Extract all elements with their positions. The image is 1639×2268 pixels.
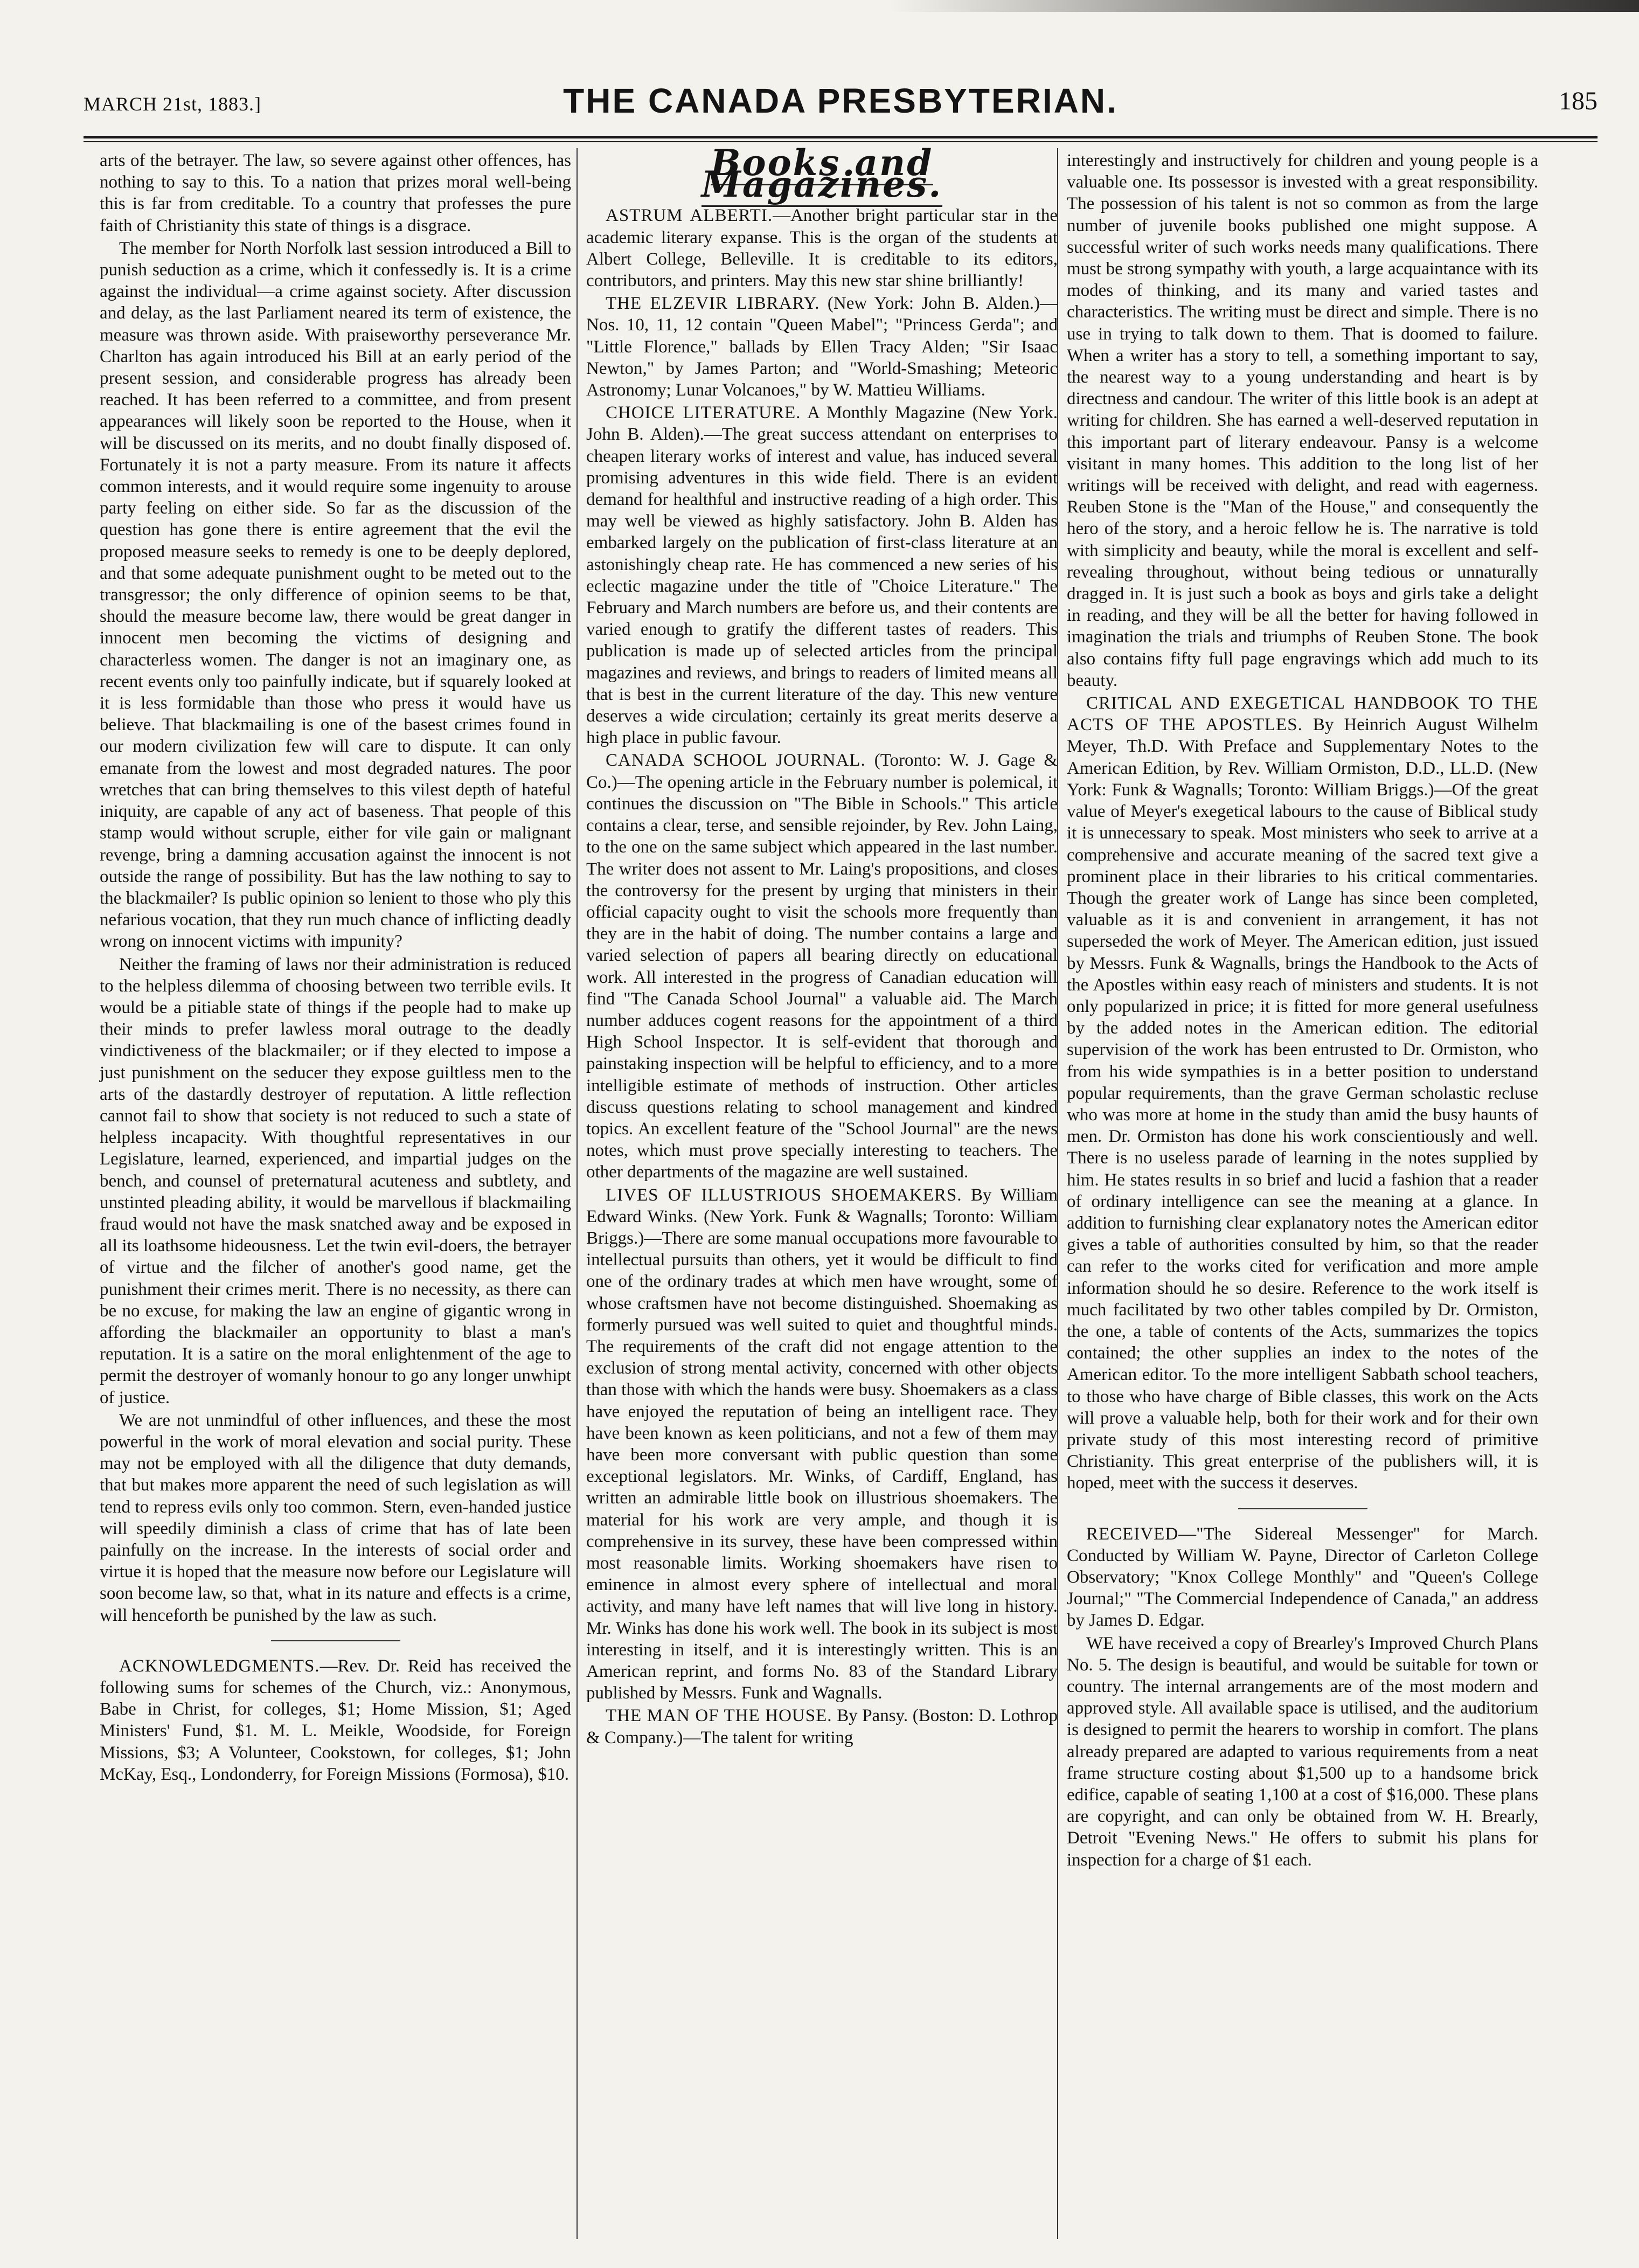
column-middle xyxy=(586,142,1058,1750)
review-heading: ASTRUM ALBERTI. xyxy=(606,206,773,226)
review-body: By Pansy. (Boston: D. Lothrop & Company.)—The talent for writing xyxy=(586,1706,1058,1747)
acknowledgments-body: —Rev. Dr. Reid has received the following sums for schemes of the Church, viz.: Anonymous, Babe in Christ, for colleges, $1; Home Mission, $1; Aged Ministers' Fund, $1. M. L. Meikle, Woodside, for Foreign Missions, $3; A Volunteer, Cookstown, for colleges, $1; John McKay, Esq., Londonderry, for Foreign Missions (Formosa), $10. xyxy=(100,1656,571,1784)
review-body: By Heinrich August Wilhelm Meyer, Th.D. With Preface and Supplementary Notes to the American Edition, by Rev. William Ormiston, D.D., LL.D. (New York: Funk & Wagnalls; Toronto: William Briggs.)—Of the great value of Meyer's exegetical labours to the cause of Biblical study it is unnecessary to speak. Most ministers who seek to arrive at a comprehensive and accurate meaning of the sacred text give a prominent place in their libraries to his critical commentaries. Though the greater work of Lange has since been completed, valuable as it is and convenient in arrangement, it has not superseded the work of Meyer. The American edition, just issued by Messrs. Funk & Wagnalls, brings the Handbook to the Acts of the Apostles within easy reach of ministers and students. It is not only popularized in price; it is fitted for more general usefulness by the added notes in the American edition. The editorial supervision of the work has been entrusted to Dr. Ormiston, who from his wide sympathies is in a better position to understand popular requirements, than the grave German scholastic recluse who was more at home in the study than amid the busy haunts of men. Dr. Ormiston has done his work conscientiously and well. There is no useless parade of learning in the notes supplied by him. He states results in so brief and lucid a fashion that a reader of ordinary intelligence can see the meaning at a glance. In addition to furnishing clear explanatory notes the American editor gives a table of authorities consulted by him, so that the reader can refer to the works cited for verification and more ample information should he so desire. Reference to the work itself is much facilitated by two other tables compiled by Dr. Ormiston, the one, a table of contents of the Acts, summarizes the topics contained; the other supplies an index to the notes of the American editor. To the more intelligent Sabbath school teachers, to those who have charge of Bible classes, this work on the Acts will prove a valuable help, both for their work and for their own private study of this most interesting record of primitive Christianity. This great enterprise of the publishers will, it is hoped, meet with the success it deserves. xyxy=(1067,715,1539,1493)
paragraph: The member for North Norfolk last session introduced a Bill to punish seduction as a crime, which it confessedly is. It is a crime against the individual—a crime against society. After discussion and delay, as the last Parliament neared its term of existence, the measure was thrown aside. With praiseworthy perseverance Mr. Charlton has again introduced his Bill at an early period of the present session, and considerable progress has already been reached. It has been referred to a committee, and from present appearances will likely soon be reported to the House, when it will be discussed on its merits, and no doubt finally disposed of. Fortunately it is not a party measure. From its nature it affects common interests, and it would require some ingenuity to arouse party feeling on either side. So far as the discussion of the question has gone there is entire agreement that the evil the proposed measure seeks to remedy is one to be deeply deplored, and that some adequate punishment ought to be meted out to the transgressor; the only difference of opinion seems to be that, should the measure become law, there would be great danger in innocent men becoming the victims of designing and characterless women. The danger is not an imaginary one, as recent events only too painfully indicate, but if squarely looked at it is less formidable than those who press it would have us believe. That blackmailing is one of the basest crimes found in our modern civilization few will care to dispute. It can only emanate from the lowest and most degraded natures. The poor wretches that can bring themselves to this vilest depth of hateful iniquity, are capable of any act of baseness. That people of this stamp would without scruple, either for vile gain or malignant revenge, bring a damning accusation against the innocent is not outside the range of possibility. But has the law nothing to say to the blackmailer? Is public opinion so lenient to those who ply this nefarious vocation, that they run much chance of inflicting deadly wrong on innocent victims with impunity? xyxy=(100,238,571,952)
review-choice-literature xyxy=(586,402,1058,748)
review-heading: CRITICAL AND EXEGETICAL HANDBOOK TO THE ACTS OF THE APOSTLES. xyxy=(1067,693,1538,735)
page-number: 185 xyxy=(1559,87,1598,115)
review-elzevir-library xyxy=(586,293,1058,401)
page-header xyxy=(84,81,1598,135)
publication-title: THE CANADA PRESBYTERIAN. xyxy=(563,81,1118,120)
received-heading: RECEIVED xyxy=(1086,1524,1179,1544)
review-body: By William Edward Winks. (New York. Funk & Wagnalls; Toronto: William Briggs.)—There are some manual occupations more favourable to intellectual pursuits than others, yet it would be difficult to find one of the ordinary trades at which men have wrought, some of whose craftsmen have not become distinguished. Shoemaking as formerly pursued was well suited to quiet and thoughtful minds. The requirements of the craft did not engage attention to the exclusion of strong mental activity, concerned with other objects than those with which the hands were busy. Shoemakers as a class have enjoyed the reputation of being an intelligent race. They have been known as keen politicians, and not a few of them may have been more conversant with public question than some exceptional legislators. Mr. Winks, of Cardiff, England, has written an admirable little book on illustrious shoemakers. The material for his work are very ample, and though it is comprehensive in its survey, these have been compressed within most reasonable limits. Working shoemakers have risen to eminence in almost every sphere of intellectual and moral activity, and many have left names that will live long in history. Mr. Winks has done his work well. The book in its subject is most interesting in itself, and it is interestingly written. This is an American reprint, and forms No. 83 of the Standard Library published by Messrs. Funk and Wagnalls. xyxy=(586,1185,1058,1703)
paragraph: interestingly and instructively for children and young people is a valuable one. Its possessor is invested with a great responsibility. The possession of his talent is not so common as from the large number of juvenile books published one might suppose. A successful writer of such works needs many qualifications. There must be strong sympathy with youth, a large acquaintance with its modes of thinking, and its many and varied tastes and characteristics. The writing must be direct and simple. There is no use in trying to talk down to them. That is doomed to failure. When a writer has a story to tell, a something important to say, the nearest way to a young understanding and heart is by directness and candour. The writer of this little book is an adept at writing for children. She has earned a well-deserved reputation in this important part of literary endeavour. Pansy is a welcome visitant in many homes. This addition to the long list of her writings will be received with delight, and read with eagerness. Reuben Stone is the "Man of the House," and consequently the hero of the story, and a heroic fellow he is. The narrative is told with simplicity and beauty, while the moral is excellent and self-revealing throughout, without being tedious or unnaturally dragged in. It is just such a book as boys and girls take a delight in reading, and they will be all the better for having followed in imagination the trials and triumphs of Reuben Stone. The book also contains fifty full page engravings which add much to its beauty. xyxy=(1067,151,1538,690)
scan-edge-shadow xyxy=(889,0,1639,12)
column-divider xyxy=(577,148,578,2239)
review-astrum-alberti xyxy=(586,205,1058,292)
paragraph: arts of the betrayer. The law, so severe against other offences, has nothing to say to this. To a nation that prizes moral well-being this is far from creditable. To a country that professes the pure faith of Christianity this state of things is a disgrace. xyxy=(100,151,571,235)
church-plans-paragraph: WE have received a copy of Brearley's Improved Church Plans No. 5. The design is beautiful, and would be suitable for town or country. The internal arrangements are of the most modern and approved style. All available space is utilised, and the auditorium is designed to permit the hearers to worship in comfort. The plans already prepared are adapted to various requirements from a neat frame structure costing about $1,500 up to a handsome brick edifice, capable of seating 1,100 at a cost of $16,000. These plans are copyright, and can only be obtained from W. H. Brearly, Detroit "Evening News." He offers to submit his plans for inspection for a charge of $1 each. xyxy=(1067,1633,1538,1870)
review-canada-school-journal xyxy=(586,750,1058,1183)
paragraph: Neither the framing of laws nor their administration is reduced to the helpless dilemma of choosing between two terrible evils. It would be a pitiable state of things if the people had to make up their minds to prefer lawless moral outrage to the deadly vindictiveness of the blackmailer; or if they elected to impose a just punishment on the seducer they expose guiltless men to the arts of the dastardly destroyer of reputation. A little reflection cannot fail to show that society is not reduced to such a state of helpless incapacity. With thoughtful representatives in our Legislature, learned, experienced, and impartial judges on the bench, and counsel of preternatural acuteness and subtlety, and unstinted pleading ability, it would be marvellous if blackmailing fraud would not have the mask snatched away and be exposed in all its loathsome hideousness. Let the twin evil-doers, the betrayer of virtue and the filcher of another's good name, get the punishment their crimes merit. There is no necessity, as there can be no excuse, for making the law an engine of gigantic wrong in affording the blackmailer an opportunity to blast a man's reputation. It is a satire on the moral enlightenment of the age to permit the destroyer of womanly honour to go any longer unwhipt of justice. xyxy=(100,954,571,1407)
column-right xyxy=(1067,150,1538,1872)
section-title-text: Books and Magazines. xyxy=(702,142,942,207)
review-heading: THE MAN OF THE HOUSE. xyxy=(606,1706,832,1726)
review-body: (Toronto: W. J. Gage & Co.)—The opening article in the February number is polemical, it continues the discussion on "The Bible in Schools." This article contains a clear, terse, and sensible rejoinder, by Rev. John Laing, to the one on the same subject which appeared in the last number. The writer does not assent to Mr. Laing's propositions, and closes the controversy for the present by urging that ministers in their official capacity ought to visit the schools more frequently than they are in the habit of doing. The number contains a large and varied selection of papers all bearing directly on educational work. All interested in the progress of Canadian education will find "The Canada School Journal" a valuable aid. The March number adduces cogent reasons for the appointment of a third High School Inspector. It is self-evident that thorough and painstaking inspection will be helpful to efficiency, and to a more intelligible estimate of methods of instruction. Other articles discuss questions relating to school management and kindred topics. An excellent feature of the "School Journal" are the news notes, which must prove specially interesting to teachers. The other departments of the magazine are well sustained. xyxy=(586,751,1058,1182)
header-rule-thick xyxy=(84,136,1598,138)
acknowledgments-heading: ACKNOWLEDGMENTS. xyxy=(119,1656,320,1676)
review-heading: CHOICE LITERATURE. xyxy=(606,403,801,423)
review-heading: CANADA SCHOOL JOURNAL. xyxy=(606,751,866,771)
received-body: —"The Sidereal Messenger" for March. Conducted by William W. Payne, Director of Carleton College Observatory; "Knox College Monthly" and "Queen's College Journal;" "The Commercial Independence of Canada," an address by James D. Edgar. xyxy=(1067,1524,1538,1631)
review-meyer-handbook xyxy=(1067,692,1538,1494)
section-title xyxy=(586,142,1058,206)
section-separator xyxy=(271,1640,400,1641)
review-man-of-the-house xyxy=(586,1705,1058,1748)
review-heading: THE ELZEVIR LIBRARY. xyxy=(606,294,820,314)
review-body: A Monthly Magazine (New York. John B. Alden).—The great success attendant on enterprises to cheapen literary works of interest and value, has induced several promising adventures in this wide field. There is an evident demand for healthful and instructive reading of a high order. This may well be viewed as highly satisfactory. John B. Alden has embarked largely on the publication of first-class literature at an astonishingly cheap rate. He has commenced a new series of his eclectic magazine under the title of "Choice Literature." The February and March numbers are before us, and their contents are varied enough to gratify the different tastes of readers. This publication is made up of selected articles from the principal magazines and reviews, and brings to readers of limited means all that is best in the current literature of the day. This new venture deserves a wide circulation; certainly its great merits deserve a high place in public favour. xyxy=(586,403,1058,748)
received-paragraph xyxy=(1067,1523,1538,1632)
column-left xyxy=(100,150,571,1786)
header-date: MARCH 21st, 1883.] xyxy=(84,93,262,115)
section-separator xyxy=(1238,1508,1367,1509)
review-heading: LIVES OF ILLUSTRIOUS SHOEMAKERS. xyxy=(606,1185,962,1205)
review-body: —Another bright particular star in the academic literary expanse. This is the organ of the students at Albert College, Belleville. It is creditable to its editors, contributors, and printers. May this new star shine brilliantly! xyxy=(586,206,1058,291)
review-body: (New York: John B. Alden.)—Nos. 10, 11, 12 contain "Queen Mabel"; "Princess Gerda"; and "Little Florence," ballads by Ellen Tracy Alden; "Sir Isaac Newton," by James Parton; and "World-Smashing; Meteoric Astronomy; Lunar Volcanoes," by W. Mattieu Williams. xyxy=(586,294,1058,400)
paragraph: We are not unmindful of other influences, and these the most powerful in the work of moral elevation and social purity. These may not be employed with all the diligence that duty demands, that but makes more apparent the need of such legislation as will tend to repress evils only too common. Stern, even-handed justice will speedily diminish a class of crime that has of late been painfully on the increase. In the interests of social order and virtue it is hoped that the measure now before our Legislature will soon become law, so that, what in its nature and effects is a crime, will henceforth be punished by the law as such. xyxy=(100,1410,571,1625)
acknowledgments-paragraph xyxy=(100,1655,571,1785)
review-illustrious-shoemakers xyxy=(586,1184,1058,1704)
